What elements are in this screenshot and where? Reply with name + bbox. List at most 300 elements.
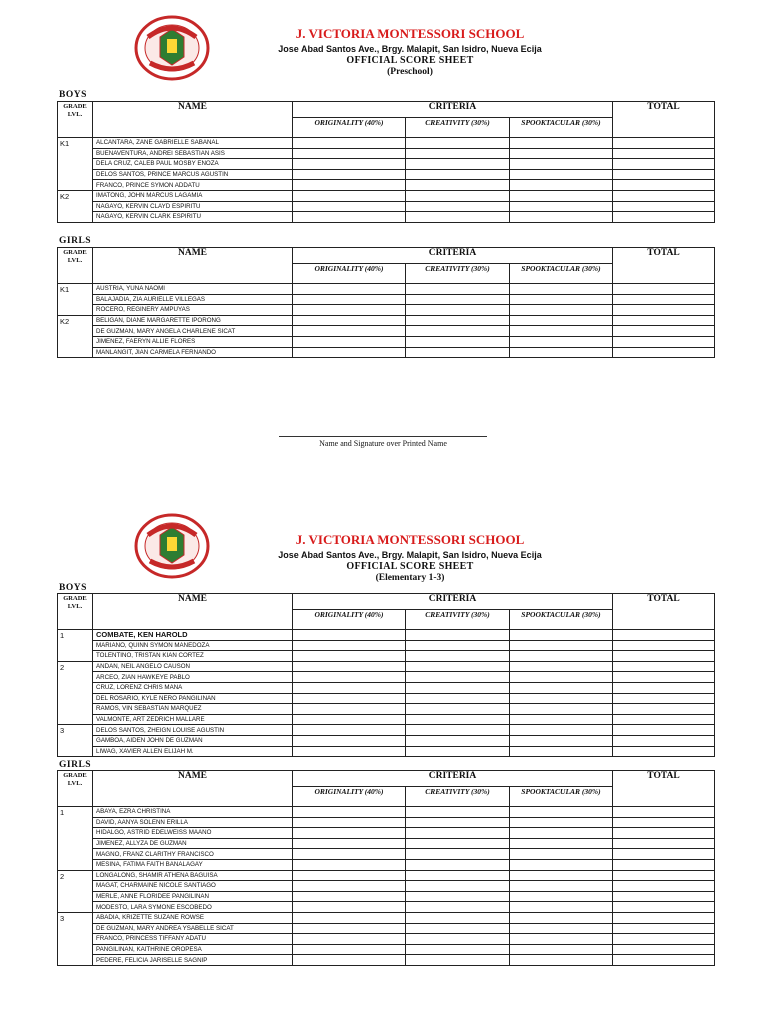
table-row bbox=[58, 859, 715, 870]
spooktacular-score-cell[interactable] bbox=[510, 672, 613, 683]
total-score-cell[interactable] bbox=[613, 923, 715, 934]
creativity-score-cell[interactable] bbox=[406, 725, 510, 736]
originality-score-cell[interactable] bbox=[293, 138, 406, 149]
student-name: DE GUZMAN, MARY ANGELA CHARLENE SICAT bbox=[93, 326, 293, 337]
table-row bbox=[58, 807, 715, 818]
total-score-cell[interactable] bbox=[613, 934, 715, 945]
spooktacular-score-cell[interactable] bbox=[510, 881, 613, 892]
originality-score-cell[interactable] bbox=[293, 169, 406, 180]
spooktacular-score-cell[interactable] bbox=[510, 828, 613, 839]
student-name: HIDALGO, ASTRID EDELWEISS MAANO bbox=[93, 828, 293, 839]
creativity-score-cell[interactable] bbox=[406, 347, 510, 358]
creativity-score-cell[interactable] bbox=[406, 326, 510, 337]
total-score-cell[interactable] bbox=[613, 212, 715, 223]
spooktacular-header: SPOOKTACULAR (30%) bbox=[510, 118, 613, 138]
originality-score-cell[interactable] bbox=[293, 315, 406, 326]
spooktacular-score-cell[interactable] bbox=[510, 817, 613, 828]
originality-score-cell[interactable] bbox=[293, 693, 406, 704]
table-row bbox=[58, 284, 715, 295]
spooktacular-score-cell[interactable] bbox=[510, 735, 613, 746]
total-score-cell[interactable] bbox=[613, 870, 715, 881]
grade-level-cell: K1 bbox=[58, 284, 93, 316]
total-score-cell[interactable] bbox=[613, 284, 715, 295]
table-row bbox=[58, 923, 715, 934]
grade-level-cell: K1 bbox=[58, 138, 93, 191]
originality-score-cell[interactable] bbox=[293, 148, 406, 159]
student-name: BELIGAN, DIANE MARGARETTE IPORONG bbox=[93, 315, 293, 326]
spooktacular-score-cell[interactable] bbox=[510, 190, 613, 201]
grade-level-cell: 2 bbox=[58, 661, 93, 725]
table-row bbox=[58, 336, 715, 347]
total-score-cell[interactable] bbox=[613, 148, 715, 159]
originality-header: ORIGINALITY (40%) bbox=[293, 787, 406, 807]
originality-score-cell[interactable] bbox=[293, 838, 406, 849]
creativity-score-cell[interactable] bbox=[406, 212, 510, 223]
originality-score-cell[interactable] bbox=[293, 180, 406, 191]
spooktacular-score-cell[interactable] bbox=[510, 838, 613, 849]
originality-score-cell[interactable] bbox=[293, 336, 406, 347]
originality-score-cell[interactable] bbox=[293, 704, 406, 715]
girls-label: GIRLS bbox=[59, 760, 92, 770]
creativity-score-cell[interactable] bbox=[406, 704, 510, 715]
creativity-score-cell[interactable] bbox=[406, 138, 510, 149]
student-name: NAGAYO, KERVIN CLAYD ESPIRITU bbox=[93, 201, 293, 212]
sheet-title: OFFICIAL SCORE SHEET bbox=[346, 561, 474, 572]
originality-score-cell[interactable] bbox=[293, 807, 406, 818]
creativity-score-cell[interactable] bbox=[406, 201, 510, 212]
table-row bbox=[58, 315, 715, 326]
spooktacular-score-cell[interactable] bbox=[510, 315, 613, 326]
spooktacular-score-cell[interactable] bbox=[510, 682, 613, 693]
girls-label: GIRLS bbox=[59, 236, 92, 246]
school-logo bbox=[134, 513, 210, 579]
originality-score-cell[interactable] bbox=[293, 212, 406, 223]
table-row bbox=[58, 630, 715, 641]
table-row bbox=[58, 870, 715, 881]
spooktacular-score-cell[interactable] bbox=[510, 640, 613, 651]
table-row bbox=[58, 201, 715, 212]
student-name: MESINA, FATIMA FAITH BANALAGAY bbox=[93, 859, 293, 870]
grade-level-header: GRADE LVL. bbox=[58, 594, 93, 630]
creativity-score-cell[interactable] bbox=[406, 640, 510, 651]
student-name: JIMENEZ, FAERYN ALLIE FLORES bbox=[93, 336, 293, 347]
student-name: FRANCO, PRINCE SYMON ADDATU bbox=[93, 180, 293, 191]
table-row bbox=[58, 902, 715, 913]
spooktacular-score-cell[interactable] bbox=[510, 746, 613, 757]
originality-score-cell[interactable] bbox=[293, 305, 406, 316]
sheet-subtitle: (Elementary 1-3) bbox=[375, 573, 445, 583]
spooktacular-header: SPOOKTACULAR (30%) bbox=[510, 787, 613, 807]
total-score-cell[interactable] bbox=[613, 326, 715, 337]
spooktacular-score-cell[interactable] bbox=[510, 661, 613, 672]
school-logo bbox=[134, 15, 210, 81]
creativity-score-cell[interactable] bbox=[406, 630, 510, 641]
originality-score-cell[interactable] bbox=[293, 944, 406, 955]
table-row bbox=[58, 704, 715, 715]
spooktacular-score-cell[interactable] bbox=[510, 859, 613, 870]
total-score-cell[interactable] bbox=[613, 944, 715, 955]
creativity-score-cell[interactable] bbox=[406, 682, 510, 693]
creativity-score-cell[interactable] bbox=[406, 651, 510, 662]
total-header: TOTAL bbox=[613, 771, 715, 807]
spooktacular-score-cell[interactable] bbox=[510, 870, 613, 881]
creativity-score-cell[interactable] bbox=[406, 944, 510, 955]
table-row bbox=[58, 326, 715, 337]
total-score-cell[interactable] bbox=[613, 630, 715, 641]
creativity-score-cell[interactable] bbox=[406, 693, 510, 704]
originality-score-cell[interactable] bbox=[293, 912, 406, 923]
creativity-score-cell[interactable] bbox=[406, 315, 510, 326]
creativity-score-cell[interactable] bbox=[406, 190, 510, 201]
originality-score-cell[interactable] bbox=[293, 682, 406, 693]
student-name: DE GUZMAN, MARY ANDREA YSABELLE SICAT bbox=[93, 923, 293, 934]
sheet-title: OFFICIAL SCORE SHEET bbox=[346, 55, 474, 66]
creativity-score-cell[interactable] bbox=[406, 735, 510, 746]
total-score-cell[interactable] bbox=[613, 912, 715, 923]
creativity-score-cell[interactable] bbox=[406, 336, 510, 347]
grade-level-cell: 2 bbox=[58, 870, 93, 912]
originality-score-cell[interactable] bbox=[293, 934, 406, 945]
total-score-cell[interactable] bbox=[613, 891, 715, 902]
student-name: CRUZ, LORENZ CHRIS MANA bbox=[93, 682, 293, 693]
student-name: DELOS SANTOS, PRINCE MARCUS AGUSTIN bbox=[93, 169, 293, 180]
creativity-score-cell[interactable] bbox=[406, 294, 510, 305]
creativity-score-cell[interactable] bbox=[406, 955, 510, 966]
originality-header: ORIGINALITY (40%) bbox=[293, 264, 406, 284]
originality-score-cell[interactable] bbox=[293, 651, 406, 662]
spooktacular-score-cell[interactable] bbox=[510, 169, 613, 180]
student-name: ARCEO, ZIAN HAWKEYE PABLO bbox=[93, 672, 293, 683]
spooktacular-score-cell[interactable] bbox=[510, 704, 613, 715]
student-name: LONGALONG, SHAMIR ATHENA BAGUISA bbox=[93, 870, 293, 881]
creativity-score-cell[interactable] bbox=[406, 849, 510, 860]
creativity-score-cell[interactable] bbox=[406, 902, 510, 913]
originality-score-cell[interactable] bbox=[293, 640, 406, 651]
student-name: MANLANGIT, JIAN CARMELA FERNANDO bbox=[93, 347, 293, 358]
total-score-cell[interactable] bbox=[613, 138, 715, 149]
originality-header: ORIGINALITY (40%) bbox=[293, 118, 406, 138]
creativity-score-cell[interactable] bbox=[406, 923, 510, 934]
grade-level-header: GRADE LVL. bbox=[58, 248, 93, 284]
spooktacular-score-cell[interactable] bbox=[510, 336, 613, 347]
total-score-cell[interactable] bbox=[613, 169, 715, 180]
student-name: ABAYA, EZRA CHRISTINA bbox=[93, 807, 293, 818]
table-row bbox=[58, 305, 715, 316]
boys-label: BOYS bbox=[59, 583, 87, 593]
creativity-score-cell[interactable] bbox=[406, 305, 510, 316]
spooktacular-score-cell[interactable] bbox=[510, 148, 613, 159]
total-score-cell[interactable] bbox=[613, 838, 715, 849]
student-name: DELA CRUZ, CALEB PAUL MOSBY ENOZA bbox=[93, 159, 293, 170]
originality-score-cell[interactable] bbox=[293, 859, 406, 870]
grade-level-cell: K2 bbox=[58, 315, 93, 357]
spooktacular-score-cell[interactable] bbox=[510, 305, 613, 316]
total-score-cell[interactable] bbox=[613, 661, 715, 672]
originality-score-cell[interactable] bbox=[293, 735, 406, 746]
creativity-header: CREATIVITY (30%) bbox=[406, 264, 510, 284]
originality-score-cell[interactable] bbox=[293, 326, 406, 337]
spooktacular-score-cell[interactable] bbox=[510, 201, 613, 212]
originality-score-cell[interactable] bbox=[293, 284, 406, 295]
grade-level-cell: 3 bbox=[58, 912, 93, 965]
spooktacular-score-cell[interactable] bbox=[510, 807, 613, 818]
criteria-header: CRITERIA bbox=[293, 248, 613, 264]
originality-score-cell[interactable] bbox=[293, 672, 406, 683]
spooktacular-score-cell[interactable] bbox=[510, 944, 613, 955]
total-header: TOTAL bbox=[613, 102, 715, 138]
total-score-cell[interactable] bbox=[613, 651, 715, 662]
total-score-cell[interactable] bbox=[613, 180, 715, 191]
preschool-boys-table bbox=[57, 101, 715, 223]
spooktacular-score-cell[interactable] bbox=[510, 284, 613, 295]
total-score-cell[interactable] bbox=[613, 735, 715, 746]
total-score-cell[interactable] bbox=[613, 336, 715, 347]
creativity-score-cell[interactable] bbox=[406, 180, 510, 191]
originality-score-cell[interactable] bbox=[293, 630, 406, 641]
table-row bbox=[58, 661, 715, 672]
student-name: DAVID, AANYA SOLENN ERILLA bbox=[93, 817, 293, 828]
school-name: J. VICTORIA MONTESSORI SCHOOL bbox=[295, 532, 525, 547]
creativity-score-cell[interactable] bbox=[406, 169, 510, 180]
spooktacular-score-cell[interactable] bbox=[510, 902, 613, 913]
school-header bbox=[220, 532, 600, 583]
creativity-score-cell[interactable] bbox=[406, 672, 510, 683]
grade-level-cell: 1 bbox=[58, 807, 93, 871]
table-row bbox=[58, 640, 715, 651]
total-score-cell[interactable] bbox=[613, 693, 715, 704]
table-row bbox=[58, 746, 715, 757]
creativity-score-cell[interactable] bbox=[406, 159, 510, 170]
total-score-cell[interactable] bbox=[613, 828, 715, 839]
creativity-score-cell[interactable] bbox=[406, 746, 510, 757]
total-header: TOTAL bbox=[613, 248, 715, 284]
total-score-cell[interactable] bbox=[613, 881, 715, 892]
spooktacular-score-cell[interactable] bbox=[510, 912, 613, 923]
table-row bbox=[58, 714, 715, 725]
total-score-cell[interactable] bbox=[613, 201, 715, 212]
grade-level-cell: 1 bbox=[58, 630, 93, 662]
student-name: AUSTRIA, YUNA NAOMI bbox=[93, 284, 293, 295]
table-row bbox=[58, 912, 715, 923]
signature-label: Name and Signature over Printed Name bbox=[319, 439, 447, 448]
spooktacular-score-cell[interactable] bbox=[510, 923, 613, 934]
table-row bbox=[58, 934, 715, 945]
school-name: J. VICTORIA MONTESSORI SCHOOL bbox=[295, 26, 525, 41]
spooktacular-score-cell[interactable] bbox=[510, 693, 613, 704]
spooktacular-score-cell[interactable] bbox=[510, 212, 613, 223]
spooktacular-score-cell[interactable] bbox=[510, 138, 613, 149]
spooktacular-score-cell[interactable] bbox=[510, 651, 613, 662]
total-score-cell[interactable] bbox=[613, 159, 715, 170]
originality-score-cell[interactable] bbox=[293, 828, 406, 839]
creativity-score-cell[interactable] bbox=[406, 912, 510, 923]
total-score-cell[interactable] bbox=[613, 725, 715, 736]
creativity-score-cell[interactable] bbox=[406, 891, 510, 902]
total-score-cell[interactable] bbox=[613, 315, 715, 326]
total-score-cell[interactable] bbox=[613, 817, 715, 828]
student-name: FRANCO, PRINCESS TIFFANY ADATU bbox=[93, 934, 293, 945]
table-row bbox=[58, 838, 715, 849]
originality-score-cell[interactable] bbox=[293, 159, 406, 170]
originality-score-cell[interactable] bbox=[293, 870, 406, 881]
student-name: IMATONG, JOHN MARCUS LAGAMIA bbox=[93, 190, 293, 201]
preschool-girls-table bbox=[57, 247, 715, 358]
table-row bbox=[58, 849, 715, 860]
spooktacular-score-cell[interactable] bbox=[510, 849, 613, 860]
total-score-cell[interactable] bbox=[613, 704, 715, 715]
student-name: MAGAT, CHARMAINE NICOLE SANTIAGO bbox=[93, 881, 293, 892]
spooktacular-score-cell[interactable] bbox=[510, 725, 613, 736]
originality-score-cell[interactable] bbox=[293, 294, 406, 305]
creativity-header: CREATIVITY (30%) bbox=[406, 610, 510, 630]
spooktacular-score-cell[interactable] bbox=[510, 294, 613, 305]
elementary-girls-table bbox=[57, 770, 715, 966]
criteria-header: CRITERIA bbox=[293, 102, 613, 118]
student-name: ROCERO, REGINERY AMPUYAS bbox=[93, 305, 293, 316]
student-name: ANDAN, NEIL ANGELO CAUSON bbox=[93, 661, 293, 672]
originality-score-cell[interactable] bbox=[293, 891, 406, 902]
originality-header: ORIGINALITY (40%) bbox=[293, 610, 406, 630]
table-row bbox=[58, 881, 715, 892]
spooktacular-score-cell[interactable] bbox=[510, 180, 613, 191]
creativity-header: CREATIVITY (30%) bbox=[406, 787, 510, 807]
student-name: COMBATE, KEN HAROLD bbox=[93, 630, 293, 641]
spooktacular-score-cell[interactable] bbox=[510, 159, 613, 170]
student-name: MAGNO, FRANZ CLARITHY FRANCISCO bbox=[93, 849, 293, 860]
originality-score-cell[interactable] bbox=[293, 902, 406, 913]
criteria-header: CRITERIA bbox=[293, 771, 613, 787]
originality-score-cell[interactable] bbox=[293, 190, 406, 201]
total-score-cell[interactable] bbox=[613, 294, 715, 305]
school-header bbox=[220, 26, 600, 77]
grade-level-header: GRADE LVL. bbox=[58, 771, 93, 807]
student-name: BUENAVENTURA, ANDREI SEBASTIAN ASIS bbox=[93, 148, 293, 159]
sheet-subtitle: (Preschool) bbox=[387, 67, 433, 77]
spooktacular-score-cell[interactable] bbox=[510, 326, 613, 337]
spooktacular-score-cell[interactable] bbox=[510, 934, 613, 945]
table-row bbox=[58, 180, 715, 191]
student-name: LIWAG, XAVIER ALLEN ELIJAH M. bbox=[93, 746, 293, 757]
originality-score-cell[interactable] bbox=[293, 817, 406, 828]
total-score-cell[interactable] bbox=[613, 955, 715, 966]
originality-score-cell[interactable] bbox=[293, 347, 406, 358]
grade-level-cell: 3 bbox=[58, 725, 93, 757]
total-score-cell[interactable] bbox=[613, 190, 715, 201]
student-name: GAMBOA, AIDEN JOHN DE GUZMAN bbox=[93, 735, 293, 746]
criteria-header: CRITERIA bbox=[293, 594, 613, 610]
spooktacular-header: SPOOKTACULAR (30%) bbox=[510, 264, 613, 284]
signature-line[interactable] bbox=[279, 436, 487, 437]
school-address: Jose Abad Santos Ave., Brgy. Malapit, San Isidro, Nueva Ecija bbox=[278, 44, 542, 54]
creativity-score-cell[interactable] bbox=[406, 859, 510, 870]
originality-score-cell[interactable] bbox=[293, 201, 406, 212]
student-name: ABADIA, KRIZETTE SUZANE ROWSE bbox=[93, 912, 293, 923]
table-row bbox=[58, 138, 715, 149]
school-address: Jose Abad Santos Ave., Brgy. Malapit, San Isidro, Nueva Ecija bbox=[278, 550, 542, 560]
originality-score-cell[interactable] bbox=[293, 725, 406, 736]
table-row bbox=[58, 693, 715, 704]
creativity-score-cell[interactable] bbox=[406, 148, 510, 159]
table-row bbox=[58, 169, 715, 180]
table-row bbox=[58, 159, 715, 170]
total-score-cell[interactable] bbox=[613, 347, 715, 358]
table-row bbox=[58, 944, 715, 955]
name-header: NAME bbox=[93, 594, 293, 630]
originality-score-cell[interactable] bbox=[293, 714, 406, 725]
table-row bbox=[58, 672, 715, 683]
originality-score-cell[interactable] bbox=[293, 849, 406, 860]
total-score-cell[interactable] bbox=[613, 859, 715, 870]
total-score-cell[interactable] bbox=[613, 305, 715, 316]
total-score-cell[interactable] bbox=[613, 746, 715, 757]
student-name: VALMONTE, ART ZEDRICH MALLARE bbox=[93, 714, 293, 725]
creativity-score-cell[interactable] bbox=[406, 870, 510, 881]
table-row bbox=[58, 294, 715, 305]
spooktacular-score-cell[interactable] bbox=[510, 347, 613, 358]
student-name: RAMOS, VIN SEBASTIAN MARQUEZ bbox=[93, 704, 293, 715]
total-score-cell[interactable] bbox=[613, 902, 715, 913]
total-score-cell[interactable] bbox=[613, 640, 715, 651]
name-header: NAME bbox=[93, 248, 293, 284]
grade-level-header: GRADE LVL. bbox=[58, 102, 93, 138]
name-header: NAME bbox=[93, 771, 293, 807]
table-row bbox=[58, 828, 715, 839]
creativity-score-cell[interactable] bbox=[406, 284, 510, 295]
creativity-header: CREATIVITY (30%) bbox=[406, 118, 510, 138]
total-score-cell[interactable] bbox=[613, 714, 715, 725]
table-row bbox=[58, 347, 715, 358]
creativity-score-cell[interactable] bbox=[406, 934, 510, 945]
total-score-cell[interactable] bbox=[613, 672, 715, 683]
originality-score-cell[interactable] bbox=[293, 881, 406, 892]
spooktacular-score-cell[interactable] bbox=[510, 714, 613, 725]
creativity-score-cell[interactable] bbox=[406, 881, 510, 892]
total-header: TOTAL bbox=[613, 594, 715, 630]
creativity-score-cell[interactable] bbox=[406, 817, 510, 828]
originality-score-cell[interactable] bbox=[293, 661, 406, 672]
spooktacular-score-cell[interactable] bbox=[510, 891, 613, 902]
table-row bbox=[58, 148, 715, 159]
name-header: NAME bbox=[93, 102, 293, 138]
spooktacular-score-cell[interactable] bbox=[510, 955, 613, 966]
creativity-score-cell[interactable] bbox=[406, 661, 510, 672]
total-score-cell[interactable] bbox=[613, 682, 715, 693]
originality-score-cell[interactable] bbox=[293, 746, 406, 757]
student-name: BALAJADIA, ZIA AURIELLE VILLEGAS bbox=[93, 294, 293, 305]
spooktacular-score-cell[interactable] bbox=[510, 630, 613, 641]
creativity-score-cell[interactable] bbox=[406, 828, 510, 839]
student-name: DELOS SANTOS, ZHEIGN LOUISE AGUSTIN bbox=[93, 725, 293, 736]
total-score-cell[interactable] bbox=[613, 807, 715, 818]
table-row bbox=[58, 725, 715, 736]
elementary-boys-table bbox=[57, 593, 715, 757]
grade-level-cell: K2 bbox=[58, 190, 93, 222]
student-name: NAGAYO, KERVIN CLARK ESPIRITU bbox=[93, 212, 293, 223]
boys-label: BOYS bbox=[59, 90, 87, 100]
student-name: MERLE, ANNE FLORIDEE PANGILINAN bbox=[93, 891, 293, 902]
originality-score-cell[interactable] bbox=[293, 955, 406, 966]
table-row bbox=[58, 891, 715, 902]
student-name: DEL ROSARIO, KYLE NERO PANGILINAN bbox=[93, 693, 293, 704]
originality-score-cell[interactable] bbox=[293, 923, 406, 934]
creativity-score-cell[interactable] bbox=[406, 838, 510, 849]
creativity-score-cell[interactable] bbox=[406, 714, 510, 725]
table-row bbox=[58, 190, 715, 201]
creativity-score-cell[interactable] bbox=[406, 807, 510, 818]
student-name: ALCANTARA, ZANE GABRIELLE SABANAL bbox=[93, 138, 293, 149]
table-row bbox=[58, 682, 715, 693]
total-score-cell[interactable] bbox=[613, 849, 715, 860]
